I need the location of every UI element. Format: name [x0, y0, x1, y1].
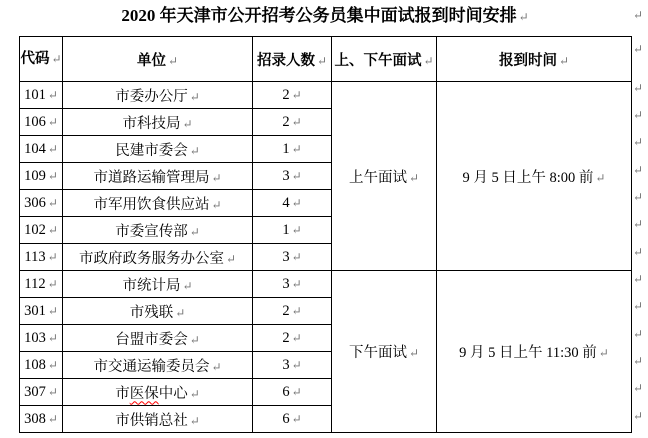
count-cell: 3 ↵ — [253, 271, 332, 298]
table-row — [20, 271, 632, 298]
count-cell: 6 ↵ — [253, 406, 332, 433]
header-cell-time — [437, 37, 632, 82]
unit-cell: 民建市委会 ↵ — [63, 136, 253, 163]
code-cell: 106 ↵ — [20, 109, 63, 136]
cell-end-mark: ↵ — [47, 168, 58, 183]
cell-end-mark: ↵ — [47, 114, 58, 129]
cell-end-mark: ↵ — [167, 53, 179, 68]
row-end-mark: ↵ — [633, 81, 644, 95]
paragraph-mark: ↵ — [518, 10, 529, 24]
count-cell: 1 ↵ — [253, 217, 332, 244]
count-cell: 2 ↵ — [253, 82, 332, 109]
header-session-label: 上、下午面试 — [334, 52, 422, 69]
cell-end-mark: ↵ — [189, 89, 200, 104]
count-cell: 2 ↵ — [253, 109, 332, 136]
header-unit-label: 单位 — [136, 52, 166, 69]
cell-end-mark: ↵ — [47, 411, 58, 426]
cell-end-mark: ↵ — [598, 346, 609, 360]
header-code-label: 代码 — [20, 50, 50, 67]
header-row — [20, 37, 632, 82]
session-cell-afternoon: 下午面试 ↵ — [332, 271, 437, 433]
count-cell: 2 ↵ — [253, 325, 332, 352]
row-end-mark: ↵ — [633, 108, 644, 122]
cell-end-mark: ↵ — [408, 346, 420, 360]
code-cell: 104 ↵ — [20, 136, 63, 163]
header-cell-code — [20, 37, 63, 82]
count-cell: 6 ↵ — [253, 379, 332, 406]
code-cell: 307 ↵ — [20, 379, 63, 406]
cell-end-mark: ↵ — [558, 53, 570, 68]
header-cell-session — [332, 37, 437, 82]
code-cell: 109 ↵ — [20, 163, 63, 190]
cell-end-mark: ↵ — [291, 357, 302, 372]
unit-cell: 市政府政务服务办公室 ↵ — [63, 244, 253, 271]
cell-end-mark: ↵ — [225, 251, 237, 266]
cell-end-mark: ↵ — [182, 278, 193, 293]
header-count-label: 招录人数 — [256, 52, 315, 69]
code-cell: 112 ↵ — [20, 271, 63, 298]
cell-end-mark: ↵ — [47, 249, 58, 264]
interview-schedule-table — [19, 36, 632, 433]
unit-cell: 市医保中心 ↵ — [63, 379, 253, 406]
cell-end-mark: ↵ — [175, 305, 186, 320]
count-cell: 3 ↵ — [253, 163, 332, 190]
header-cell-unit — [63, 37, 253, 82]
cell-end-mark: ↵ — [47, 330, 58, 345]
code-cell: 108 ↵ — [20, 352, 63, 379]
time-cell-afternoon: 9 月 5 日上午 11:30 前 ↵ — [437, 271, 632, 433]
unit-cell: 市军用饮食供应站 ↵ — [63, 190, 253, 217]
cell-end-mark: ↵ — [47, 357, 58, 372]
cell-end-mark: ↵ — [291, 195, 302, 210]
code-cell: 102 ↵ — [20, 217, 63, 244]
unit-cell: 市道路运输管理局 ↵ — [63, 163, 253, 190]
count-cell: 1 ↵ — [253, 136, 332, 163]
row-end-mark: ↵ — [633, 163, 644, 177]
row-end-mark: ↵ — [633, 381, 644, 395]
document-title — [19, 2, 631, 30]
header-time-label: 报到时间 — [498, 52, 557, 69]
cell-end-mark: ↵ — [47, 384, 58, 399]
unit-cell: 市残联 ↵ — [63, 298, 253, 325]
cell-end-mark: ↵ — [189, 224, 200, 239]
row-end-mark: ↵ — [633, 272, 644, 286]
count-cell: 3 ↵ — [253, 352, 332, 379]
cell-end-mark: ↵ — [211, 359, 222, 374]
row-end-mark: ↵ — [633, 190, 644, 204]
cell-end-mark: ↵ — [47, 276, 58, 291]
table-row — [20, 82, 632, 109]
cell-end-mark: ↵ — [291, 384, 302, 399]
row-end-mark: ↵ — [633, 299, 644, 313]
cell-end-mark: ↵ — [595, 170, 606, 185]
row-end-mark: ↵ — [633, 217, 644, 231]
unit-cell: 市委宣传部 ↵ — [63, 217, 253, 244]
cell-end-mark: ↵ — [211, 197, 222, 212]
spellcheck-underlined-text: 医保 — [129, 385, 159, 402]
cell-end-mark: ↵ — [47, 303, 58, 318]
cell-end-mark: ↵ — [291, 276, 302, 291]
cell-end-mark: ↵ — [182, 116, 193, 131]
cell-end-mark: ↵ — [211, 170, 222, 185]
cell-end-mark: ↵ — [291, 222, 302, 237]
cell-end-mark: ↵ — [189, 386, 200, 401]
unit-cell: 市供销总社 ↵ — [63, 406, 253, 433]
cell-end-mark: ↵ — [47, 222, 58, 237]
cell-end-mark: ↵ — [291, 87, 302, 102]
code-cell: 101 ↵ — [20, 82, 63, 109]
cell-end-mark: ↵ — [47, 141, 58, 156]
cell-end-mark: ↵ — [47, 195, 58, 210]
cell-end-mark: ↵ — [291, 303, 302, 318]
cell-end-mark: ↵ — [291, 249, 302, 264]
session-cell-morning: 上午面试 ↵ — [332, 82, 437, 271]
cell-end-mark: ↵ — [189, 332, 200, 347]
unit-cell: 市交通运输委员会 ↵ — [63, 352, 253, 379]
code-cell: 103 ↵ — [20, 325, 63, 352]
code-cell: 308 ↵ — [20, 406, 63, 433]
row-end-mark: ↵ — [633, 135, 644, 149]
count-cell: 2 ↵ — [253, 298, 332, 325]
document-title-text: 2020 年天津市公开招考公务员集中面试报到时间安排 — [121, 6, 517, 25]
unit-cell: 市委办公厅 ↵ — [63, 82, 253, 109]
row-end-mark: ↵ — [633, 354, 644, 368]
count-cell: 3 ↵ — [253, 244, 332, 271]
cell-end-mark: ↵ — [189, 143, 200, 158]
cell-end-mark: ↵ — [423, 53, 434, 68]
unit-cell: 市科技局 ↵ — [63, 109, 253, 136]
header-cell-count — [253, 37, 332, 82]
cell-end-mark: ↵ — [189, 413, 200, 428]
row-end-mark: ↵ — [633, 42, 644, 56]
cell-end-mark: ↵ — [291, 411, 302, 426]
row-end-mark: ↵ — [633, 327, 644, 341]
cell-end-mark: ↵ — [47, 87, 58, 102]
time-cell-morning: 9 月 5 日上午 8:00 前 ↵ — [437, 82, 632, 271]
code-cell: 113 ↵ — [20, 244, 63, 271]
code-cell: 301 ↵ — [20, 298, 63, 325]
cell-end-mark: ↵ — [291, 330, 302, 345]
cell-end-mark: ↵ — [316, 53, 328, 68]
cell-end-mark: ↵ — [291, 168, 302, 183]
row-end-mark: ↵ — [633, 245, 644, 259]
cell-end-mark: ↵ — [408, 170, 420, 185]
unit-cell: 台盟市委会 ↵ — [63, 325, 253, 352]
code-cell: 306 ↵ — [20, 190, 63, 217]
row-end-mark: ↵ — [633, 8, 644, 22]
unit-cell: 市统计局 ↵ — [63, 271, 253, 298]
count-cell: 4 ↵ — [253, 190, 332, 217]
row-end-mark: ↵ — [633, 409, 644, 423]
cell-end-mark: ↵ — [51, 51, 62, 66]
cell-end-mark: ↵ — [291, 114, 302, 129]
cell-end-mark: ↵ — [291, 141, 302, 156]
